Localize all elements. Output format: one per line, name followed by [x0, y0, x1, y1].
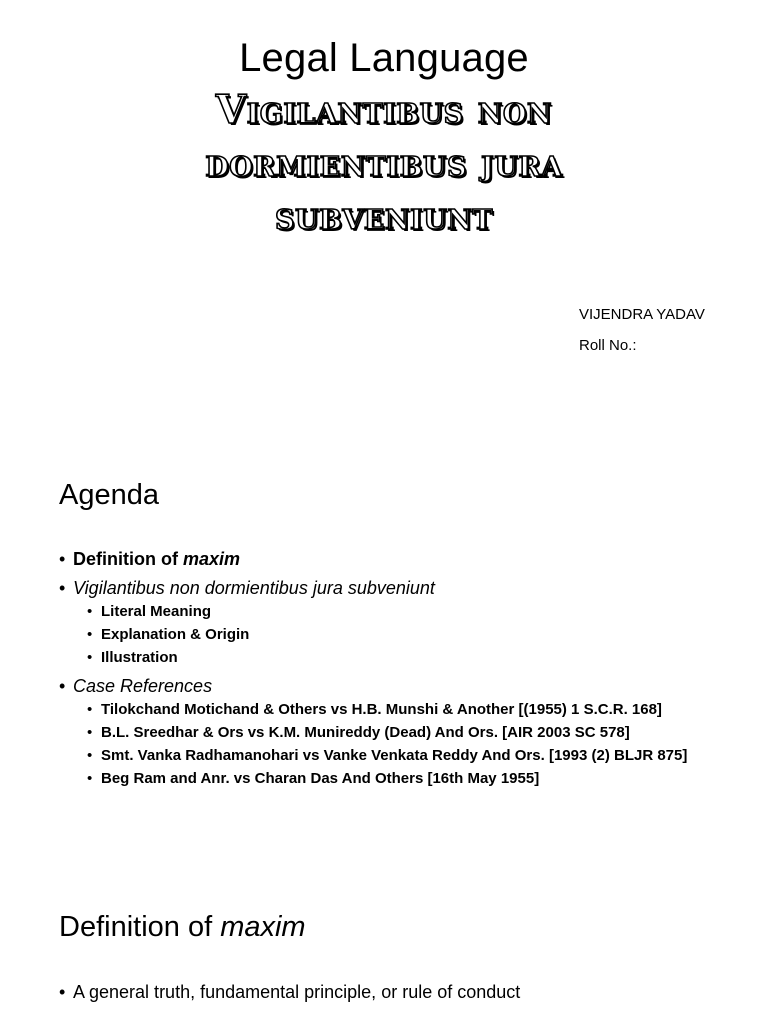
- case-reference-item: • Smt. Vanka Radhamanohari vs Vanke Venkata Reddy And Ors. [1993 (2) BLJR 875]: [87, 747, 739, 765]
- agenda-heading: Agenda: [59, 479, 159, 511]
- agenda-item-maxim-text: Vigilantibus non dormientibus jura subveniunt: [73, 578, 435, 598]
- case-reference-item: • B.L. Sreedhar & Ors vs K.M. Munireddy (Dead) And Ors. [AIR 2003 SC 578]: [87, 724, 739, 742]
- roll-number: Roll No.:: [579, 337, 637, 354]
- definition-heading: [59, 911, 306, 944]
- sub-item-illustration: • Illustration: [87, 649, 739, 667]
- author-name: VIJENDRA YADAV: [579, 306, 705, 323]
- definition-heading-maxim: maxim: [220, 911, 306, 943]
- case-reference-item: • Beg Ram and Anr. vs Charan Das And Others [16th May 1955]: [87, 770, 739, 788]
- agenda-item-definition-maxim: maxim: [182, 549, 241, 569]
- agenda-item-case-references-text: Case References: [73, 676, 213, 696]
- definition-list: [59, 979, 520, 1005]
- maxim-line-1: Vigilantibus non: [215, 87, 553, 133]
- maxim-title: [84, 84, 684, 243]
- maxim-line-2: dormientibus jura: [205, 140, 563, 186]
- case-reference-item: • Tilokchand Motichand & Others vs H.B. Munshi & Another [(1955) 1 S.C.R. 168]: [87, 701, 739, 719]
- case-references-list: [87, 701, 739, 788]
- definition-bullet: • A general truth, fundamental principle, or rule of conduct: [59, 979, 520, 1005]
- agenda-slide: [0, 455, 768, 885]
- agenda-item-definition-text: Definition of: [73, 549, 183, 569]
- definition-slide: [0, 895, 768, 1024]
- maxim-line-3: subveniunt: [274, 193, 494, 239]
- agenda-list: [59, 545, 739, 793]
- sub-item-explanation-origin: • Explanation & Origin: [87, 626, 739, 644]
- maxim-sub-list: [87, 603, 739, 667]
- title-slide: [0, 0, 768, 440]
- agenda-item-maxim: [59, 574, 739, 667]
- agenda-item-definition: [59, 545, 739, 574]
- deck-title: Legal Language: [239, 36, 529, 80]
- sub-item-literal-meaning: • Literal Meaning: [87, 603, 739, 621]
- agenda-item-case-references: [59, 672, 739, 788]
- definition-heading-text: Definition of: [59, 911, 221, 943]
